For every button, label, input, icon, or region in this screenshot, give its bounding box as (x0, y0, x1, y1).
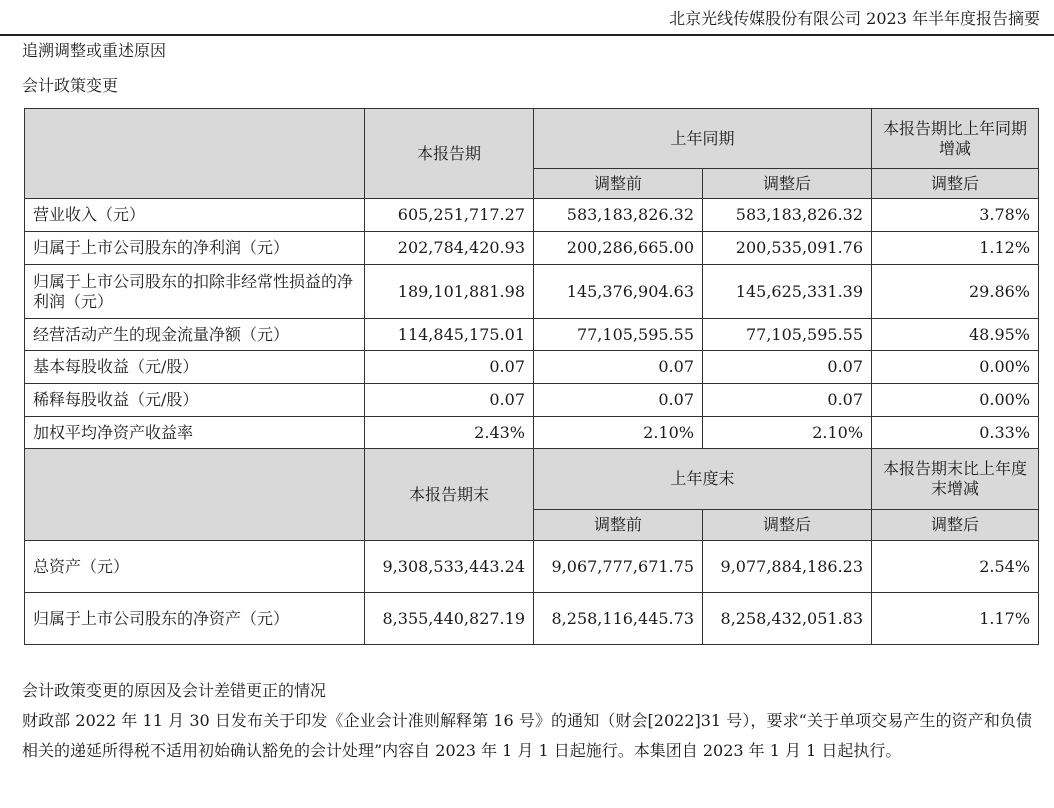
table-row (25, 417, 1039, 449)
cell-after: 8,258,432,051.83 (703, 593, 872, 645)
cell-current: 605,251,717.27 (365, 199, 534, 232)
cell-current: 114,845,175.01 (365, 319, 534, 351)
cell-after: 583,183,826.32 (703, 199, 872, 232)
cell-change: 1.17% (872, 593, 1039, 645)
row-label: 营业收入（元） (25, 199, 365, 232)
table1-col-current: 本报告期 (365, 109, 534, 199)
row-label: 加权平均净资产收益率 (25, 417, 365, 449)
cell-after: 2.10% (703, 417, 872, 449)
row-label: 经营活动产生的现金流量净额（元） (25, 319, 365, 351)
cell-change: 1.12% (872, 232, 1039, 265)
report-title: 北京光线传媒股份有限公司 2023 年半年度报告摘要 (669, 9, 1040, 28)
cell-current: 0.07 (365, 351, 534, 384)
cell-after: 0.07 (703, 351, 872, 384)
table-row (25, 319, 1039, 351)
report-header (0, 0, 1054, 36)
cell-current: 8,355,440,827.19 (365, 593, 534, 645)
financial-data-table (24, 108, 1039, 645)
table-row (25, 384, 1039, 417)
retro-adjustment-heading: 追溯调整或重述原因 (22, 41, 167, 60)
row-label: 总资产（元） (25, 541, 365, 593)
table1-col-prior: 上年同期 (534, 109, 872, 169)
table1-sub-after: 调整后 (703, 169, 872, 199)
table2-sub-before: 调整前 (534, 510, 703, 541)
row-label: 归属于上市公司股东的净资产（元） (25, 593, 365, 645)
cell-before: 583,183,826.32 (534, 199, 703, 232)
cell-change: 2.54% (872, 541, 1039, 593)
table2-col-current: 本报告期末 (365, 449, 534, 541)
table1-corner-cell (25, 109, 365, 199)
table-row (25, 265, 1039, 319)
cell-current: 0.07 (365, 384, 534, 417)
cell-current: 202,784,420.93 (365, 232, 534, 265)
row-label: 稀释每股收益（元/股） (25, 384, 365, 417)
cell-before: 0.07 (534, 384, 703, 417)
table2-col-prior: 上年度末 (534, 449, 872, 510)
cell-before: 200,286,665.00 (534, 232, 703, 265)
cell-after: 9,077,884,186.23 (703, 541, 872, 593)
row-label: 基本每股收益（元/股） (25, 351, 365, 384)
table2-corner-cell (25, 449, 365, 541)
cell-change: 0.00% (872, 384, 1039, 417)
cell-before: 2.10% (534, 417, 703, 449)
cell-before: 145,376,904.63 (534, 265, 703, 319)
table-row (25, 593, 1039, 645)
cell-change: 0.33% (872, 417, 1039, 449)
cell-before: 0.07 (534, 351, 703, 384)
table-row (25, 351, 1039, 384)
cell-current: 9,308,533,443.24 (365, 541, 534, 593)
cell-change: 0.00% (872, 351, 1039, 384)
cell-after: 77,105,595.55 (703, 319, 872, 351)
table1-sub-change-after: 调整后 (872, 169, 1039, 199)
cell-after: 145,625,331.39 (703, 265, 872, 319)
row-label: 归属于上市公司股东的净利润（元） (25, 232, 365, 265)
policy-change-reason-heading: 会计政策变更的原因及会计差错更正的情况 (22, 681, 327, 700)
table-row (25, 199, 1039, 232)
cell-before: 77,105,595.55 (534, 319, 703, 351)
policy-change-reason-text: 财政部 2022 年 11 月 30 日发布关于印发《企业会计准则解释第 16 号》的通知（财会[2022]31 号），要求“关于单项交易产生的资产和负债相关的递延所得税不适用初始确认豁免的会计处理”内容自 2023 年 1 月 1 日起施行。本集团自 2023 年 1 月 1 日起执行。 (22, 711, 1032, 760)
cell-current: 189,101,881.98 (365, 265, 534, 319)
cell-after: 200,535,091.76 (703, 232, 872, 265)
table2-sub-change-after: 调整后 (872, 510, 1039, 541)
row-label: 归属于上市公司股东的扣除非经常性损益的净利润（元） (25, 265, 365, 319)
cell-change: 3.78% (872, 199, 1039, 232)
cell-change: 29.86% (872, 265, 1039, 319)
table-row (25, 232, 1039, 265)
policy-change-heading: 会计政策变更 (22, 76, 119, 95)
table1-col-change: 本报告期比上年同期增减 (872, 109, 1039, 169)
cell-before: 9,067,777,671.75 (534, 541, 703, 593)
cell-before: 8,258,116,445.73 (534, 593, 703, 645)
cell-change: 48.95% (872, 319, 1039, 351)
cell-current: 2.43% (365, 417, 534, 449)
table1-sub-before: 调整前 (534, 169, 703, 199)
table2-sub-after: 调整后 (703, 510, 872, 541)
table2-col-change: 本报告期末比上年度末增减 (872, 449, 1039, 510)
cell-after: 0.07 (703, 384, 872, 417)
table2-header-row (25, 449, 1039, 510)
table-row (25, 541, 1039, 593)
table1-header-row (25, 109, 1039, 169)
